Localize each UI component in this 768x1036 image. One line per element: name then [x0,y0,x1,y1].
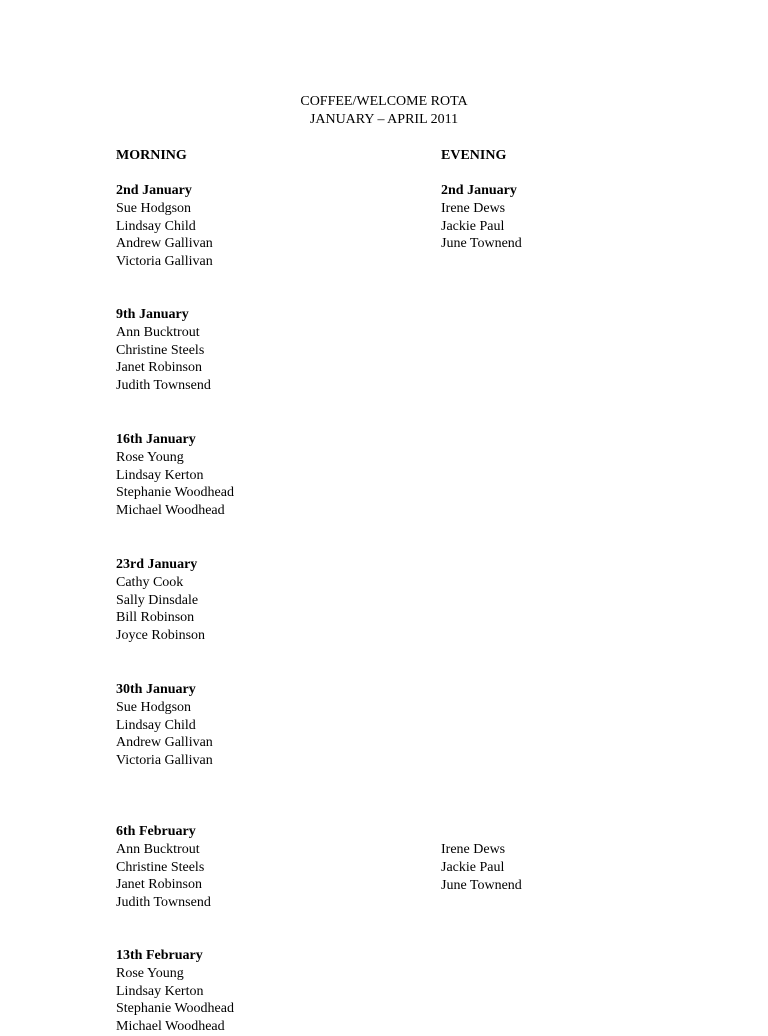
volunteer-name: Michael Woodhead [116,1019,225,1035]
morning-entry [116,556,205,645]
entry-date: 9th January [116,307,189,322]
volunteer-name: Joyce Robinson [116,628,206,644]
entry-date: 2nd January [116,183,192,198]
evening-entry [441,841,522,894]
volunteer-name: Sally Dinsdale [116,592,199,608]
volunteer-name: Sue Hodgson [116,200,192,216]
entry-date: 16th January [116,432,196,447]
entry-date: 30th January [116,682,196,697]
volunteer-name: Judith Townsend [116,895,211,911]
volunteer-name: June Townend [441,236,522,252]
volunteer-name: Lindsay Child [116,717,196,733]
document-title: COFFEE/WELCOME ROTA [300,94,468,109]
morning-entry [116,182,213,271]
volunteer-name: Michael Woodhead [116,503,225,519]
volunteer-name: Judith Townsend [116,378,211,394]
morning-entry [116,431,234,520]
volunteer-name: Rose Young [116,965,184,981]
volunteer-name: Stephanie Woodhead [116,1001,234,1017]
evening-entry [441,182,522,253]
volunteer-name: Irene Dews [441,200,506,216]
entry-date: 6th February [116,824,196,839]
volunteer-name: Bill Robinson [116,610,195,626]
volunteer-name: Lindsay Child [116,218,196,234]
volunteer-name: Lindsay Kerton [116,983,204,999]
volunteer-name: June Townend [441,877,522,893]
volunteer-name: Victoria Gallivan [116,254,213,270]
morning-entry [116,823,211,912]
volunteer-name: Cathy Cook [116,574,184,590]
volunteer-name: Christine Steels [116,859,205,875]
document-subtitle: JANUARY – APRIL 2011 [309,112,459,127]
morning-entry [116,306,211,395]
volunteer-name: Ann Bucktrout [116,841,200,857]
volunteer-name: Janet Robinson [116,360,202,376]
volunteer-name: Sue Hodgson [116,699,192,715]
volunteer-name: Lindsay Kerton [116,467,204,483]
volunteer-name: Andrew Gallivan [116,236,213,252]
volunteer-name: Andrew Gallivan [116,735,213,751]
volunteer-name: Rose Young [116,449,184,465]
volunteer-name: Victoria Gallivan [116,753,213,769]
volunteer-name: Ann Bucktrout [116,324,200,340]
volunteer-name: Janet Robinson [116,877,202,893]
volunteer-name: Jackie Paul [441,859,505,875]
volunteer-name: Irene Dews [441,842,506,857]
morning-entry [116,947,234,1036]
evening-column-header: EVENING [441,148,507,163]
entry-date: 23rd January [116,557,198,572]
volunteer-name: Stephanie Woodhead [116,485,234,501]
entry-date: 13th February [116,948,203,963]
volunteer-name: Christine Steels [116,342,205,358]
entry-date: 2nd January [441,183,517,198]
morning-entry [116,681,213,770]
volunteer-name: Jackie Paul [441,218,505,234]
morning-column-header: MORNING [116,148,187,163]
